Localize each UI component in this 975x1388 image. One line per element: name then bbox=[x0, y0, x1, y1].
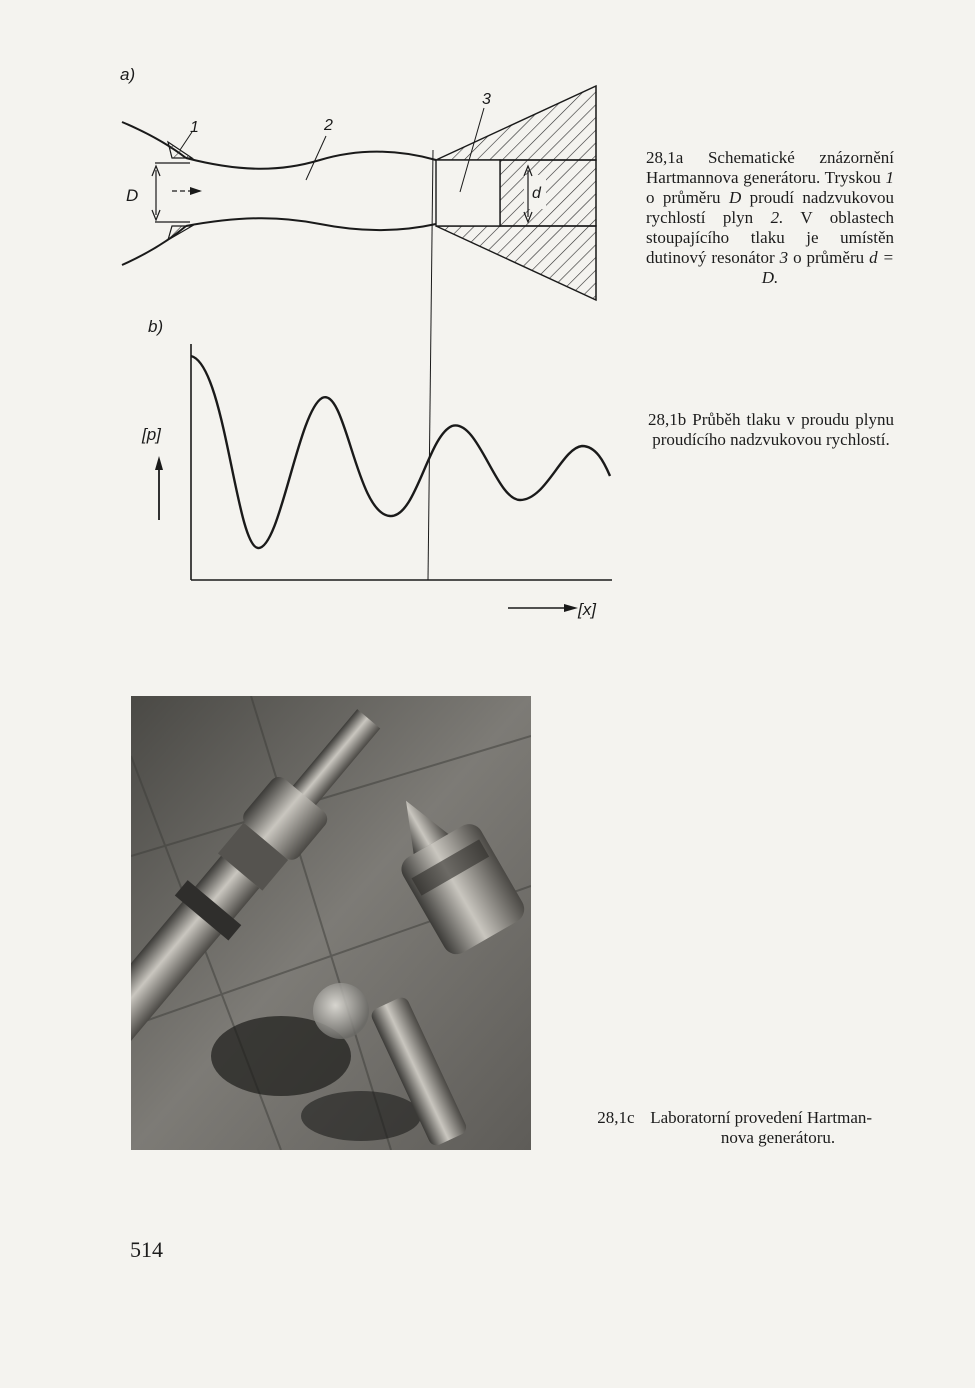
laboratory-photo bbox=[131, 696, 531, 1150]
caption-c-line-2: nova generátoru. bbox=[720, 1128, 836, 1147]
jet-lower-boundary bbox=[186, 218, 436, 230]
resonator-back-wall bbox=[500, 160, 596, 226]
pressure-curve bbox=[191, 356, 610, 548]
caption-a-num-1: 1 bbox=[885, 168, 894, 187]
resonator-lower-block bbox=[436, 226, 596, 300]
nozzle-lip-lower bbox=[168, 226, 192, 240]
resonator-cavity bbox=[436, 160, 500, 226]
caption-b-number: 28,1b bbox=[648, 410, 687, 429]
label-1: 1 bbox=[190, 119, 199, 136]
flow-arrowhead bbox=[190, 187, 202, 195]
caption-b-text: Průběh tlaku v proudu plynu proudícího nadzvukovou rychlostí. bbox=[652, 410, 894, 449]
resonator-position-line bbox=[428, 150, 433, 580]
label-2: 2 bbox=[324, 117, 333, 134]
caption-c-line-1: Laboratorní provedení Hartman- bbox=[650, 1108, 873, 1127]
caption-fig-28-1b bbox=[648, 410, 894, 450]
caption-fig-28-1c bbox=[566, 1108, 892, 1148]
y-arrowhead bbox=[155, 456, 163, 470]
caption-a-text-2: o průměru bbox=[646, 188, 721, 207]
panel-label-b: b) bbox=[148, 317, 164, 336]
caption-a-num-3: 3 bbox=[779, 248, 789, 267]
resonator-upper-block bbox=[436, 86, 596, 160]
caption-a-symbol-D: D bbox=[728, 188, 742, 207]
label-d: d bbox=[532, 185, 541, 202]
jet-upper-boundary bbox=[186, 152, 436, 169]
panel-label-a: a) bbox=[120, 65, 136, 84]
y-axis-label: [p] bbox=[142, 425, 161, 444]
caption-a-number: 28,1a bbox=[646, 148, 684, 167]
caption-a-text-1: Schematické znázornění Hartmannova generátoru. Tryskou bbox=[646, 148, 894, 187]
caption-a-text-3: proudí nadzvukovou rychlostí plyn bbox=[646, 188, 895, 227]
label-D: D bbox=[126, 186, 139, 205]
leader-2 bbox=[306, 136, 326, 180]
x-axis-label: [x] bbox=[578, 600, 596, 619]
x-arrowhead bbox=[564, 604, 578, 612]
caption-a-text-4: V oblastech stoupajícího tlaku je umístěn dutinový resonátor bbox=[646, 208, 895, 267]
caption-a-num-2: 2. bbox=[770, 208, 784, 227]
caption-c-number: 28,1c bbox=[597, 1108, 635, 1127]
label-3: 3 bbox=[482, 91, 491, 108]
caption-a-text-5: o průměru bbox=[793, 248, 865, 267]
caption-a-equation: d = D. bbox=[761, 248, 894, 287]
page-number: 514 bbox=[130, 1237, 163, 1262]
caption-fig-28-1a bbox=[646, 148, 894, 288]
